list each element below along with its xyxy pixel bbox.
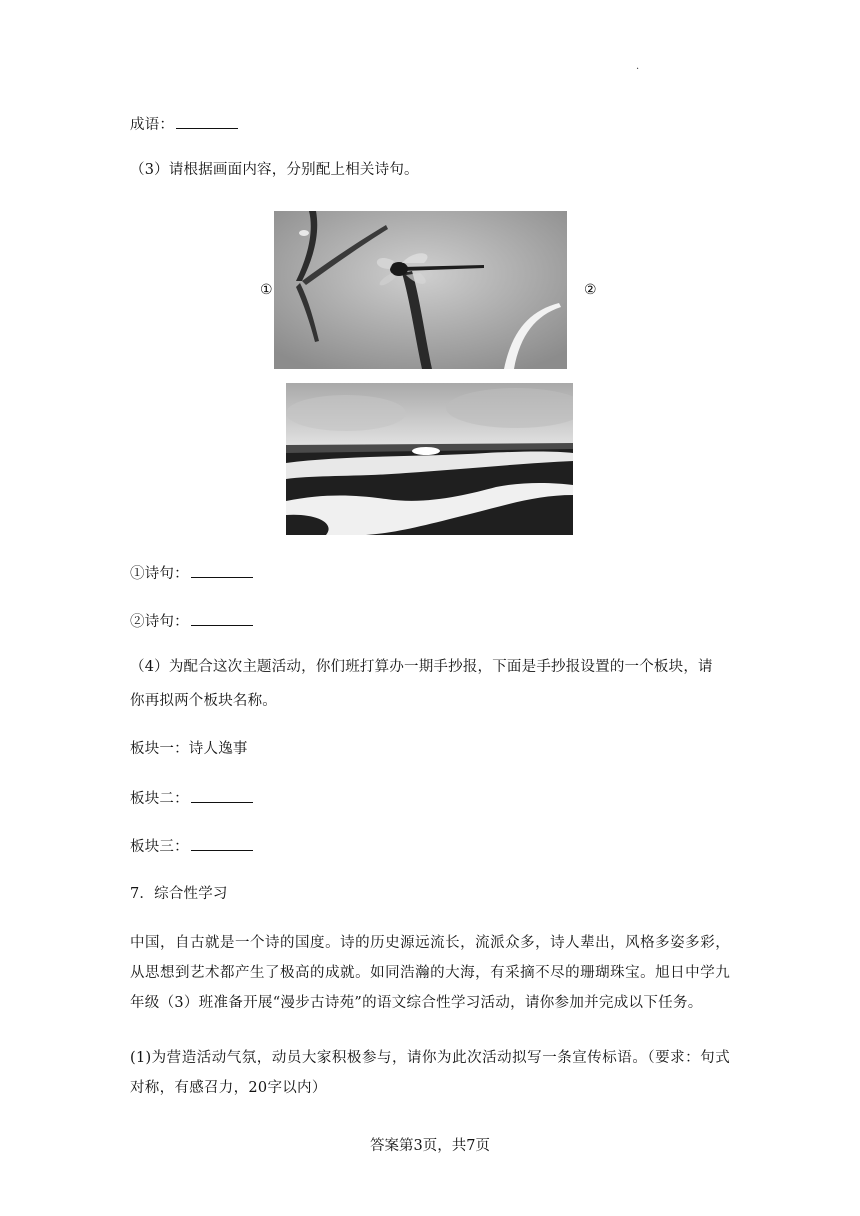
question-4-prompt-line-2: 你再拟两个板块名称。 [130,693,277,709]
block-2 [130,788,253,809]
header-dot: · [636,64,640,75]
page-footer: 答案第3页，共7页 [370,1138,490,1154]
block-2-blank[interactable] [191,788,253,803]
block-3 [130,836,253,857]
question-7-sub-1: (1)为营造活动气氛，动员大家积极参与，请你为此次活动拟写一条宣传标语。（要求：句式对称，有感召力，20字以内） [130,1050,730,1096]
idiom-label: 成语： [130,117,175,133]
poem-answer-1 [130,563,253,584]
block-2-label: 板块二： [130,791,189,807]
block-3-label: 板块三： [130,839,189,855]
poem-answer-1-blank[interactable] [191,563,253,578]
image-marker-1: ① [260,282,273,298]
image-marker-2: ② [584,282,597,298]
poem-answer-2-blank[interactable] [191,611,253,626]
question-4-prompt-line-1: （4）为配合这次主题活动，你们班打算办一期手抄报，下面是手抄报设置的一个板块，请 [130,659,713,675]
block-3-blank[interactable] [191,836,253,851]
dragonfly-photo-drawing [274,211,567,369]
block-1: 板块一：诗人逸事 [130,741,248,757]
question-7-passage: 中国，自古就是一个诗的国度。诗的历史源远流长，流派众多，诗人辈出，风格多姿多彩，从思想到艺术都产生了极高的成就。如同浩瀚的大海，有采摘不尽的珊瑚珠宝。旭日中学九年级（3）班准备开展“漫步古诗苑”的语文综合性学习活动，请你参加并完成以下任务。 [130,935,730,1011]
idiom-blank[interactable] [176,114,238,129]
dragonfly-photo [274,211,567,369]
poem-answer-2 [130,611,253,632]
idiom-answer-line [130,114,238,135]
question-7-title: 7．综合性学习 [130,886,228,902]
river-sunset-drawing [286,383,573,535]
poem-answer-2-label: ②诗句： [130,614,189,630]
poem-answer-1-label: ①诗句： [130,566,189,582]
question-3-prompt: （3）请根据画面内容，分别配上相关诗句。 [130,162,419,178]
river-sunset-photo [286,383,573,535]
